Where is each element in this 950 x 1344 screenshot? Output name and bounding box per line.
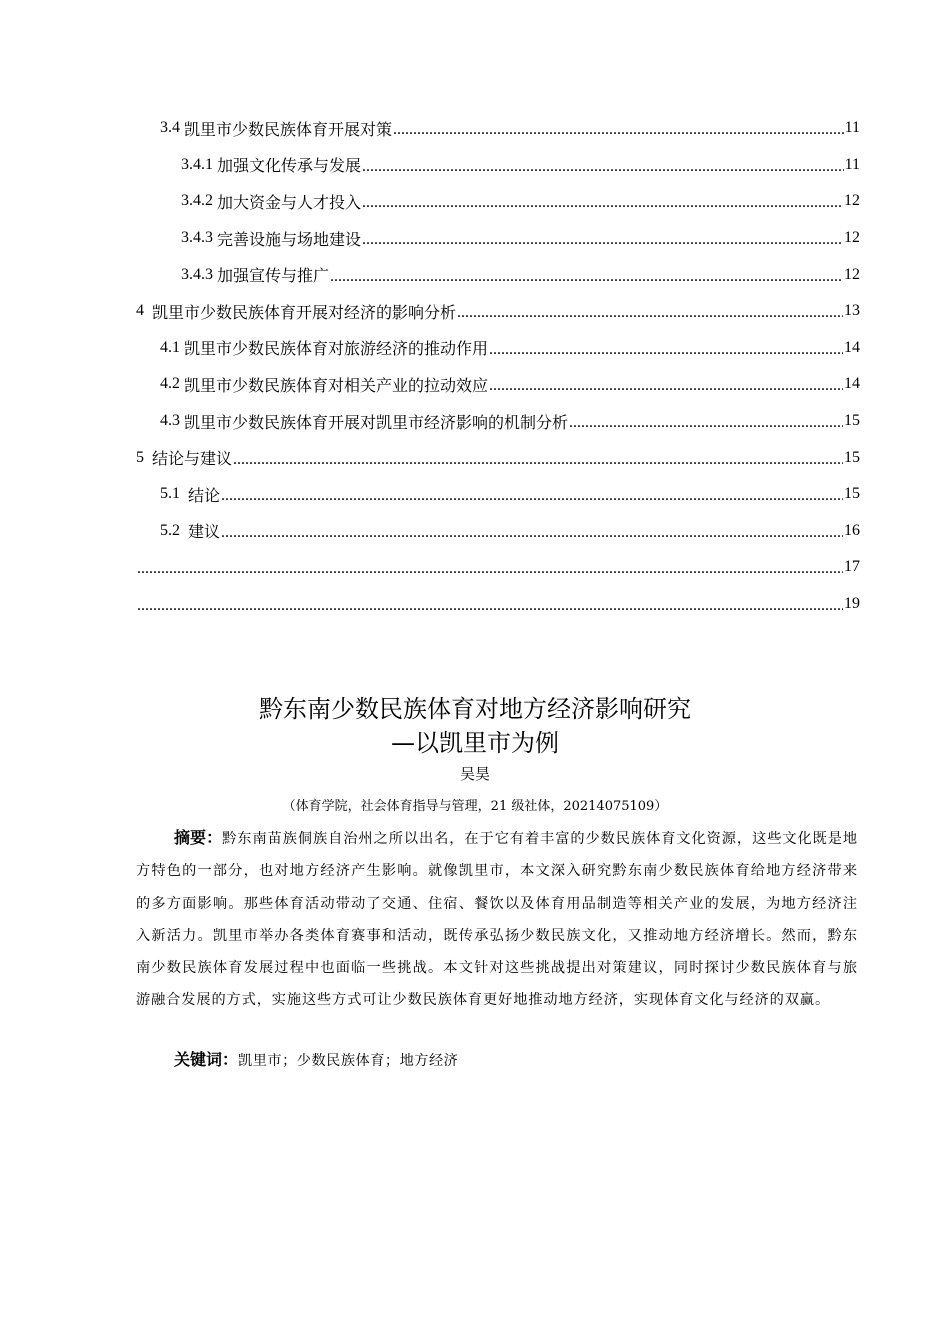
toc-title: 加强宣传与推广 [217,268,330,286]
toc-number: 3.4.1 [181,155,213,173]
toc-leader [137,597,843,615]
toc-leader [233,451,843,469]
paper-title: 黔东南少数民族体育对地方经济影响研究 [259,695,691,723]
toc-leader [393,121,844,139]
toc-title: 建议 [188,524,221,542]
toc-page: 15 [844,485,860,503]
toc-page: 19 [844,595,860,613]
toc-entry[interactable] [136,549,860,586]
toc-title: 凯里市少数民族体育开展对经济的影响分析 [152,304,457,322]
toc-number: 3.4.3 [181,229,213,247]
toc-page: 12 [844,265,860,283]
toc-entry[interactable] [136,293,860,330]
toc-leader [362,158,844,176]
toc-entry[interactable] [136,220,860,257]
toc-leader [569,414,843,432]
keywords-text: 凯里市；少数民族体育；地方经济 [238,1053,459,1069]
toc-entry[interactable] [136,586,860,623]
toc-leader [457,304,843,322]
toc-title: 凯里市少数民族体育对相关产业的拉动效应 [184,377,489,395]
toc-page: 12 [844,192,860,210]
toc-title: 结论 [188,487,221,505]
toc-page: 11 [844,155,860,173]
toc-page: 13 [844,302,860,320]
toc-entry[interactable] [136,183,860,220]
toc-number: 3.4.2 [181,192,213,210]
abstract-text: 黔东南苗族侗族自治州之所以出名，在于它有着丰富的少数民族体育文化资源，这些文化既是地方特色的一部分，也对地方经济产生影响。就像凯里市，本文深入研究黔东南少数民族体育给地方经济带来的多方面影响。那些体育活动带动了交通、住宿、餐饮以及体育用品制造等相关产业的发展，为地方经济注入新活力。凯里市举办各类体育赛事和活动，既传承弘扬少数民族文化，又推动地方经济增长。然而，黔东南少数民族体育发展过程中也面临一些挑战。本文针对这些挑战提出对策建议，同时探讨少数民族体育与旅游融合发展的方式，实施这些方式可让少数民族体育更好地推动地方经济，实现体育文化与经济的双赢。 [136,831,858,1009]
toc-entry[interactable] [136,403,860,440]
paper-subtitle: —以凯里市为例 [391,729,559,757]
toc-leader [362,231,843,249]
toc-number: 4.3 [160,412,180,430]
toc-page: 17 [844,558,860,576]
toc-leader [137,560,843,578]
toc-number: 5.2 [160,521,180,539]
toc-entry[interactable] [136,110,860,147]
toc-page: 11 [844,119,860,137]
toc-number: 5.1 [160,485,180,503]
toc-leader [489,377,843,395]
keywords-label: 关键词： [174,1050,239,1069]
toc-page: 16 [844,521,860,539]
table-of-contents [136,110,860,622]
toc-title: 凯里市少数民族体育开展对凯里市经济影响的机制分析 [184,414,569,432]
toc-page: 15 [844,448,860,466]
toc-number: 5 [136,448,144,466]
keywords [174,1047,458,1070]
toc-number: 3.4.3 [181,265,213,283]
toc-title: 完善设施与场地建设 [217,231,362,249]
toc-title: 凯里市少数民族体育对旅游经济的推动作用 [184,341,489,359]
toc-entry[interactable] [136,147,860,184]
toc-entry[interactable] [136,366,860,403]
toc-page: 14 [844,338,860,356]
abstract-label: 摘要： [174,828,223,847]
toc-leader [362,194,843,212]
toc-leader [221,524,843,542]
author-name: 吴昊 [459,765,490,783]
toc-leader [489,341,843,359]
toc-number: 3.4 [160,119,180,137]
toc-title: 凯里市少数民族体育开展对策 [184,121,393,139]
author-affiliation: （体育学院，社会体育指导与管理，21 级社体，20214075109） [282,799,668,814]
toc-page: 15 [844,412,860,430]
toc-leader [330,268,843,286]
toc-number: 4.1 [160,338,180,356]
toc-page: 14 [844,375,860,393]
toc-title: 加强文化传承与发展 [217,158,362,176]
toc-entry[interactable] [136,330,860,367]
toc-page: 12 [844,229,860,247]
toc-entry[interactable] [136,513,860,550]
toc-title: 结论与建议 [152,451,233,469]
toc-entry[interactable] [136,439,860,476]
toc-number: 4 [136,302,144,320]
abstract [136,822,858,1017]
toc-entry[interactable] [136,476,860,513]
toc-number: 4.2 [160,375,180,393]
toc-title: 加大资金与人才投入 [217,194,362,212]
toc-entry[interactable] [136,256,860,293]
toc-leader [221,487,843,505]
